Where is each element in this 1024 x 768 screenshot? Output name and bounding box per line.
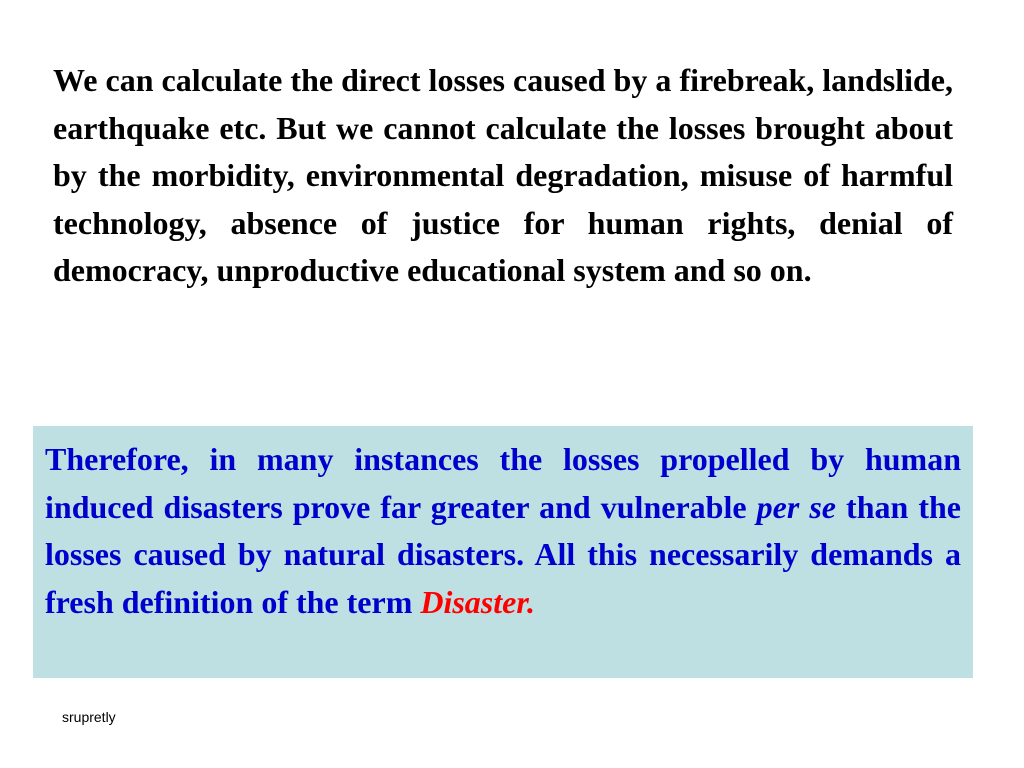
highlight-paragraph [45,436,961,626]
highlight-box [33,426,973,678]
disaster-term: Disaster. [420,583,536,620]
main-paragraph: We can calculate the direct losses caused by a firebreak, landslide, earthquake etc. But we cannot calculate the losses brought about by the morbidity, environmental degradation, misuse of harmful technology, absence of justice for human rights, denial of democracy, unproductive educational system and so on. [53,62,953,288]
highlight-text-part1: Therefore, in many instances the losses propelled by human induced disasters prove far greater and vulnerable [45,441,961,525]
per-se-phrase: per se [756,488,836,525]
footer-author: srupretly [62,709,116,725]
highlight-text-part2: than the losses caused by natural disasters. All this necessarily demands a fresh definition of the term [45,488,962,620]
